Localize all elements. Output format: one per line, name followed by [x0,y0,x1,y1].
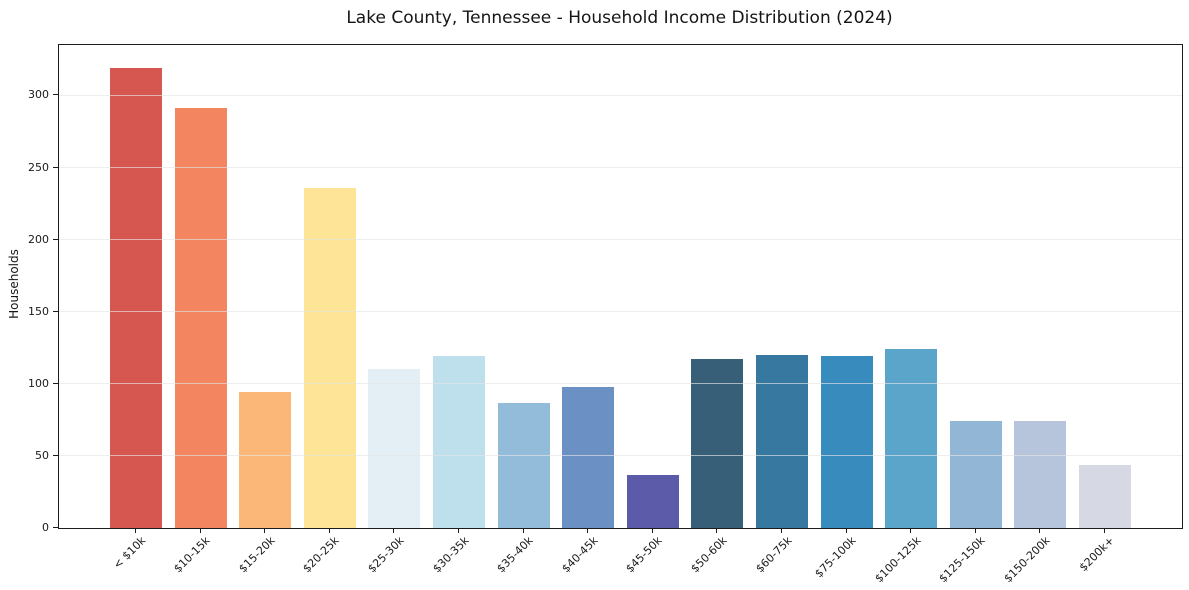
x-tick-mark [781,528,782,533]
x-tick-mark [264,528,265,533]
y-tick-label: 100 [28,376,49,390]
bar-15-20k [239,392,291,528]
bar-40-45k [562,387,614,528]
x-tick-mark [200,528,201,533]
x-tick-mark [523,528,524,533]
bar-100-125k [885,349,937,528]
y-tick-mark [53,455,58,456]
x-tick-label: $200k+ [1077,534,1118,575]
gridline [59,95,1182,96]
x-tick-mark [716,528,717,533]
x-tick-mark [975,528,976,533]
gridline [59,311,1182,312]
bar-10-15k [175,108,227,528]
bar-25-30k [368,369,420,528]
y-tick-label: 200 [28,232,49,246]
gridline [59,383,1182,384]
bar-10k [110,68,162,528]
x-tick-label: < $10k [110,534,149,572]
x-tick-label: $45-50k [623,534,666,576]
x-tick-mark [135,528,136,533]
y-tick-mark [53,167,58,168]
bar-125-150k [950,421,1002,528]
x-tick-label: $100-125k [872,534,924,586]
bar-60-75k [756,355,808,528]
bar-50-60k [691,359,743,528]
x-tick-mark [652,528,653,533]
x-tick-mark [393,528,394,533]
y-tick-label: 50 [35,448,49,462]
gridline [59,167,1182,168]
x-tick-label: $15-20k [236,534,278,576]
bar-35-40k [498,403,550,528]
x-tick-label: $150-200k [1001,534,1053,586]
y-tick-label: 300 [28,88,49,102]
y-tick-mark [53,311,58,312]
chart-title: Lake County, Tennessee - Household Income Distribution (2024) [346,8,893,28]
y-tick-mark [53,527,58,528]
x-tick-mark [1039,528,1040,533]
y-tick-label: 0 [42,521,49,534]
y-tick-label: 150 [28,304,49,318]
x-tick-mark [587,528,588,533]
y-axis-label: Households [7,249,21,319]
x-tick-mark [846,528,847,533]
x-tick-label: $75-100k [812,534,859,581]
x-tick-label: $40-45k [559,534,601,576]
bar-45-50k [627,475,679,528]
x-tick-label: $125-150k [936,534,989,586]
gridline [59,239,1182,240]
x-tick-label: $60-75k [752,534,795,576]
gridline [59,455,1182,456]
y-tick-mark [53,239,58,240]
x-tick-label: $35-40k [494,534,536,576]
x-tick-mark [1104,528,1105,533]
x-tick-label: $10-15k [171,534,213,576]
bar-75-100k [821,356,873,528]
x-tick-mark [458,528,459,533]
bar-30-35k [433,356,485,528]
x-tick-label: $20-25k [300,534,343,576]
x-tick-mark [910,528,911,533]
plot-area [58,44,1183,529]
bar-150-200k [1014,421,1066,528]
y-tick-label: 250 [28,160,49,174]
bar-200k [1079,465,1131,528]
y-tick-mark [53,94,58,95]
y-tick-mark [53,383,58,384]
x-tick-label: $25-30k [365,534,407,576]
x-tick-label: $50-60k [688,534,730,576]
x-tick-mark [329,528,330,533]
x-tick-label: $30-35k [429,534,472,576]
